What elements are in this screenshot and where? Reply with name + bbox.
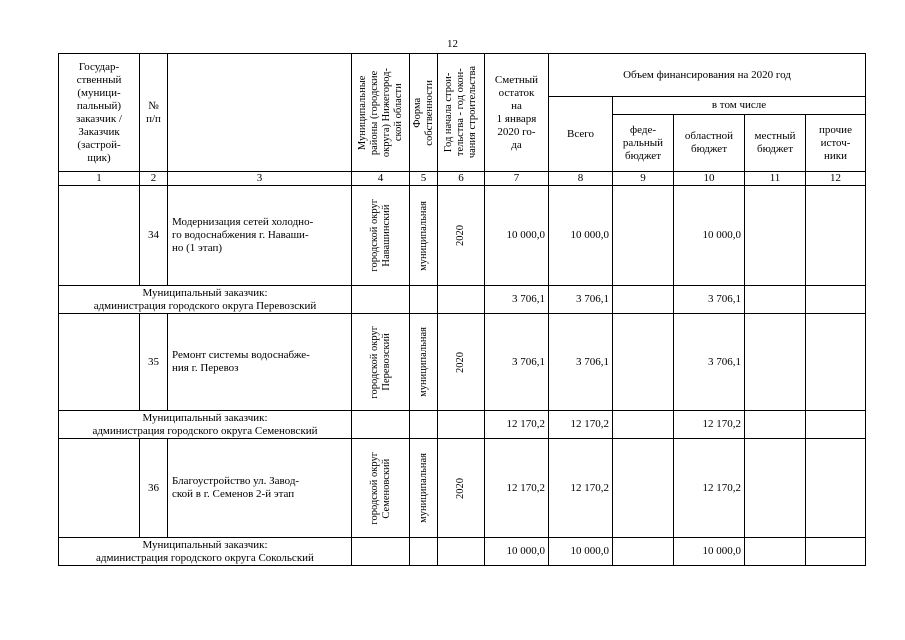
total-cell: 3 706,1 [549,314,613,411]
table-row [59,186,866,286]
other-cell [806,538,866,566]
header-regional: областной бюджет [674,115,745,172]
total-cell: 12 170,2 [549,411,613,439]
balance-cell: 3 706,1 [485,286,549,314]
regional-cell: 12 170,2 [674,439,745,538]
header-balance: Сметный остаток на 1 января 2020 го- да [485,54,549,172]
regional-cell: 10 000,0 [674,186,745,286]
header-other: прочие источ- ники [806,115,866,172]
table-row [59,314,866,411]
header-incl: в том числе [613,97,866,115]
balance-cell: 10 000,0 [485,186,549,286]
header-district: Муниципальные районы (городские округа) Нижегород- ской области [352,54,410,172]
col-number: 12 [806,172,866,186]
other-cell [806,186,866,286]
regional-cell: 10 000,0 [674,538,745,566]
balance-cell: 10 000,0 [485,538,549,566]
local-cell [745,314,806,411]
local-cell [745,538,806,566]
page-number: 12 [447,38,458,50]
district-cell: городской округ Семеновский [352,439,410,538]
total-cell: 10 000,0 [549,186,613,286]
federal-cell [613,286,674,314]
balance-cell: 12 170,2 [485,411,549,439]
object-name: Благоустройство ул. Завод- ской в г. Семенов 2-й этап [168,439,352,538]
col-number: 7 [485,172,549,186]
column-numbers-row [59,172,866,186]
customer-label: Муниципальный заказчик: администрация городского округа Перевозский [59,286,352,314]
total-cell: 3 706,1 [549,286,613,314]
col-number: 8 [549,172,613,186]
year-cell: 2020 [438,314,485,411]
header-federal: феде- ральный бюджет [613,115,674,172]
other-cell [806,411,866,439]
balance-cell: 3 706,1 [485,314,549,411]
other-cell [806,314,866,411]
federal-cell [613,538,674,566]
total-cell: 10 000,0 [549,538,613,566]
row-number: 36 [140,439,168,538]
customer-row [59,286,866,314]
col-number: 6 [438,172,485,186]
table-row [59,439,866,538]
header-years: Год начала строи- тельства - год окон- чания строительства [438,54,485,172]
header-local: местный бюджет [745,115,806,172]
year-cell: 2020 [438,186,485,286]
local-cell [745,186,806,286]
col-number: 11 [745,172,806,186]
header-customer: Государ- ственный (муници- пальный) заказчик / Заказчик (застрой- щик) [59,54,140,172]
header-funding: Объем финансирования на 2020 год [549,54,866,97]
federal-cell [613,439,674,538]
ownership-cell: муниципальная [410,314,438,411]
other-cell [806,439,866,538]
customer-row [59,538,866,566]
federal-cell [613,411,674,439]
ownership-cell: муниципальная [410,439,438,538]
regional-cell: 3 706,1 [674,314,745,411]
header-ownership: Форма собственности [410,54,438,172]
row-number: 35 [140,314,168,411]
col-number: 4 [352,172,410,186]
col-number: 5 [410,172,438,186]
total-cell: 12 170,2 [549,439,613,538]
local-cell [745,411,806,439]
local-cell [745,439,806,538]
federal-cell [613,314,674,411]
year-cell: 2020 [438,439,485,538]
header-object [168,54,352,172]
col-number: 9 [613,172,674,186]
col-number: 2 [140,172,168,186]
header-num: № п/п [140,54,168,172]
col-number: 1 [59,172,140,186]
col-number: 10 [674,172,745,186]
district-cell: городской округ Навашинский [352,186,410,286]
financing-table [58,53,866,566]
row-number: 34 [140,186,168,286]
col-number: 3 [168,172,352,186]
ownership-cell: муниципальная [410,186,438,286]
regional-cell: 3 706,1 [674,286,745,314]
other-cell [806,286,866,314]
balance-cell: 12 170,2 [485,439,549,538]
customer-row [59,411,866,439]
federal-cell [613,186,674,286]
customer-label: Муниципальный заказчик: администрация городского округа Сокольский [59,538,352,566]
object-name: Ремонт системы водоснабже- ния г. Перевоз [168,314,352,411]
object-name: Модернизация сетей холодно- го водоснабжения г. Наваши- но (1 этап) [168,186,352,286]
header-total: Всего [549,97,613,172]
customer-label: Муниципальный заказчик: администрация городского округа Семеновский [59,411,352,439]
district-cell: городской округ Перевозский [352,314,410,411]
local-cell [745,286,806,314]
regional-cell: 12 170,2 [674,411,745,439]
